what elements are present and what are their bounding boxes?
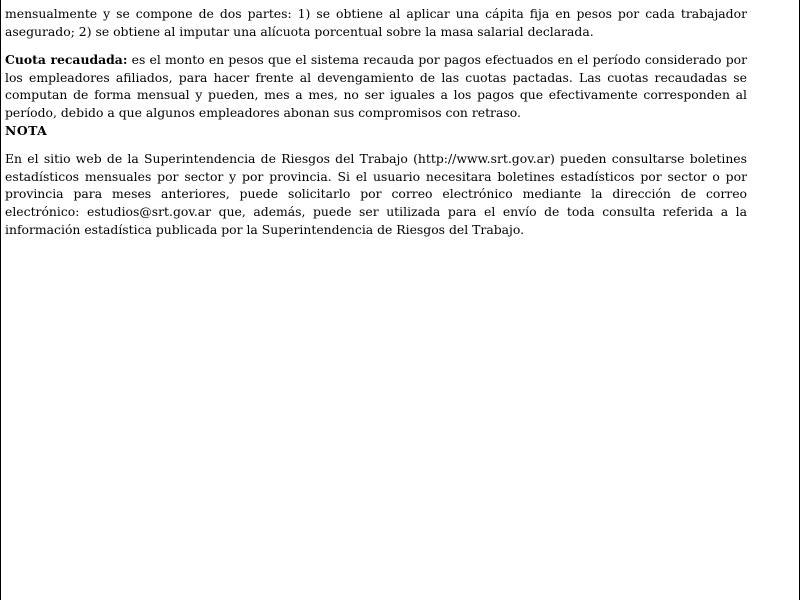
cuota-recaudada-definition: es el monto en pesos que el sistema recauda por pagos efectuados en el período considerado por los empleadores afiliados, para hacer frente al devengamiento de las cuotas pactadas. Las cuotas recaudadas se computan de forma mensual y pueden, mes a mes, no ser iguales a los pagos que efectivamente corresponden al período, debido a que algunos empleadores abonan sus compromisos con retraso.: [5, 52, 748, 120]
cuota-recaudada-paragraph: [5, 51, 747, 121]
intro-paragraph: mensualmente y se compone de dos partes: 1) se obtiene al aplicar una cápita fija en pesos por cada trabajador asegurado; 2) se obtiene al imputar una alícuota porcentual sobre la masa salarial declarada.: [5, 6, 747, 39]
document-content: [5, 5, 747, 238]
nota-paragraph: En el sitio web de la Superintendencia de Riesgos del Trabajo (http://www.srt.gov.ar) pueden consultarse boletines estadísticos mensuales por sector y por provincia. Si el usuario necesitara boletines estadísticos por sector o por provincia para meses anteriores, puede solicitarlo por correo electrónico mediante la dirección de correo electrónico: estudios@srt.gov.ar que, además, puede ser utilizada para el envío de toda consulta referida a la información estadística publicada por la Superintendencia de Riesgos del Trabajo.: [5, 151, 747, 237]
cuota-recaudada-term: Cuota recaudada:: [5, 52, 128, 68]
nota-heading: NOTA: [5, 122, 48, 138]
